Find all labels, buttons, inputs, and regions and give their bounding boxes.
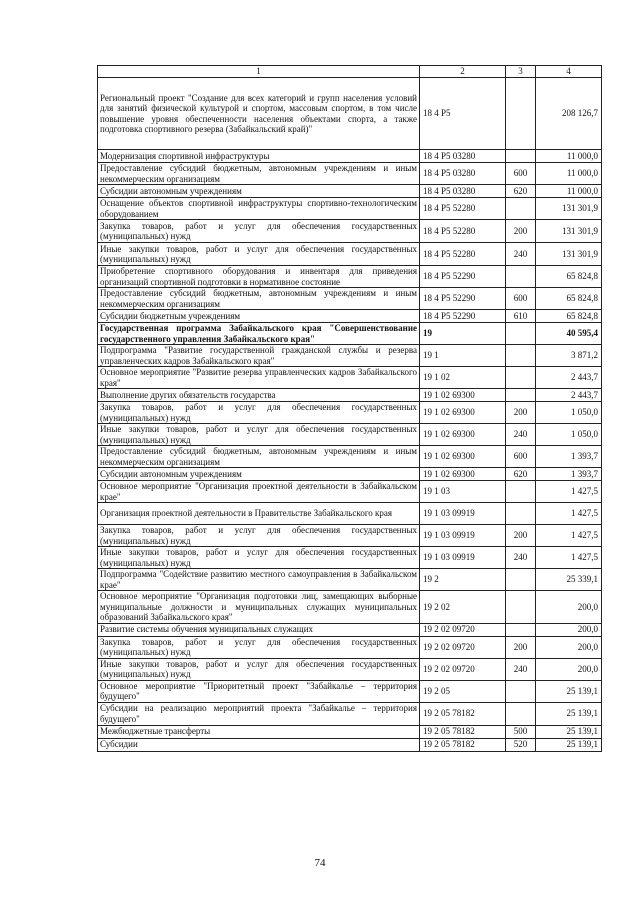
cell-name: Основное мероприятие "Развитие резерва управленческих кадров Забайкальского края"	[98, 367, 420, 389]
cell-expense-type	[506, 623, 536, 636]
cell-code: 18 4 P5 52290	[420, 310, 506, 323]
cell-name: Основное мероприятие "Приоритетный проект "Забайкалье – территория будущего"	[98, 680, 420, 702]
cell-expense-type: 620	[506, 185, 536, 198]
cell-name: Субсидии автономным учреждениям	[98, 468, 420, 481]
cell-expense-type: 520	[506, 738, 536, 751]
cell-expense-type	[506, 78, 536, 150]
table-row	[98, 547, 602, 569]
cell-name: Иные закупки товаров, работ и услуг для обеспечения государственных (муниципальных) нужд	[98, 424, 420, 446]
cell-expense-type: 200	[506, 636, 536, 658]
cell-name: Приобретение спортивного оборудования и инвентаря для приведения организаций спортивной подготовки в нормативное состояние	[98, 266, 420, 288]
cell-code: 18 4 P5 52280	[420, 198, 506, 220]
cell-sum: 25 139,1	[536, 725, 602, 738]
table-row	[98, 738, 602, 751]
cell-name: Государственная программа Забайкальского края "Совершенствование государственного управления Забайкальского края"	[98, 323, 420, 345]
cell-sum: 1 393,7	[536, 446, 602, 468]
cell-expense-type	[506, 198, 536, 220]
cell-expense-type: 500	[506, 725, 536, 738]
header-col-type: 3	[506, 66, 536, 78]
table-row	[98, 367, 602, 389]
cell-code: 19 2 05	[420, 680, 506, 702]
cell-code: 18 4 P5 52280	[420, 220, 506, 243]
table-row	[98, 323, 602, 345]
cell-expense-type: 620	[506, 468, 536, 481]
table-row	[98, 185, 602, 198]
cell-sum: 1 427,5	[536, 481, 602, 503]
cell-code: 19 2 02 09720	[420, 658, 506, 680]
cell-name: Субсидии бюджетным учреждениям	[98, 310, 420, 323]
cell-sum: 25 339,1	[536, 569, 602, 591]
cell-sum: 65 824,8	[536, 266, 602, 288]
cell-sum: 1 427,5	[536, 547, 602, 569]
cell-sum: 11 000,0	[536, 163, 602, 185]
table-row	[98, 636, 602, 658]
cell-expense-type	[506, 389, 536, 402]
table-row	[98, 468, 602, 481]
table-row	[98, 525, 602, 547]
table-row	[98, 623, 602, 636]
cell-code: 19 2 02	[420, 591, 506, 624]
table-row	[98, 569, 602, 591]
cell-expense-type: 610	[506, 310, 536, 323]
cell-sum: 1 427,5	[536, 525, 602, 547]
cell-name: Закупка товаров, работ и услуг для обеспечения государственных (муниципальных) нужд	[98, 402, 420, 424]
cell-name: Региональный проект "Создание для всех категорий и групп населения условий для занятий физической культурой и спортом, массовым спортом, в том числе повышение уровня обеспеченности населения объектами спорта, а также подготовка спортивного резерва (Забайкальский край)"	[98, 78, 420, 150]
cell-sum: 131 301,9	[536, 198, 602, 220]
cell-code: 19 2 02 09720	[420, 623, 506, 636]
table-row	[98, 503, 602, 525]
cell-name: Межбюджетные трансферты	[98, 725, 420, 738]
table-row	[98, 446, 602, 468]
cell-expense-type	[506, 569, 536, 591]
table-row	[98, 163, 602, 185]
cell-code: 19 1 03 09919	[420, 525, 506, 547]
cell-sum: 40 595,4	[536, 323, 602, 345]
cell-sum: 25 139,1	[536, 738, 602, 751]
cell-expense-type	[506, 266, 536, 288]
cell-sum: 1 393,7	[536, 468, 602, 481]
cell-name: Иные закупки товаров, работ и услуг для обеспечения государственных (муниципальных) нужд	[98, 547, 420, 569]
page-number: 74	[314, 857, 326, 869]
cell-sum: 200,0	[536, 591, 602, 624]
table-header-row	[98, 66, 602, 78]
budget-table	[97, 65, 602, 752]
cell-sum: 2 443,7	[536, 389, 602, 402]
cell-expense-type	[506, 323, 536, 345]
cell-name: Закупка товаров, работ и услуг для обеспечения государственных (муниципальных) нужд	[98, 525, 420, 547]
cell-sum: 131 301,9	[536, 243, 602, 266]
cell-expense-type: 240	[506, 658, 536, 680]
cell-sum: 3 871,2	[536, 345, 602, 367]
cell-sum: 1 427,5	[536, 503, 602, 525]
cell-expense-type	[506, 150, 536, 163]
table-row	[98, 345, 602, 367]
cell-name: Оснащение объектов спортивной инфраструктуры спортивно-технологическим оборудованием	[98, 198, 420, 220]
cell-name: Субсидии на реализацию мероприятий проекта "Забайкалье – территория будущего"	[98, 702, 420, 725]
cell-expense-type: 200	[506, 220, 536, 243]
table-row	[98, 150, 602, 163]
cell-sum: 25 139,1	[536, 680, 602, 702]
header-col-sum: 4	[536, 66, 602, 78]
cell-name: Подпрограмма "Содействие развитию местного самоуправления в Забайкальском крае"	[98, 569, 420, 591]
table-row	[98, 288, 602, 310]
cell-expense-type: 240	[506, 547, 536, 569]
cell-name: Подпрограмма "Развитие государственной гражданской службы и резерва управленческих кадров Забайкальского края"	[98, 345, 420, 367]
cell-name: Закупка товаров, работ и услуг для обеспечения государственных (муниципальных) нужд	[98, 220, 420, 243]
table-row	[98, 243, 602, 266]
table-row	[98, 389, 602, 402]
cell-name: Иные закупки товаров, работ и услуг для обеспечения государственных (муниципальных) нужд	[98, 658, 420, 680]
header-col-name: 1	[98, 66, 420, 78]
cell-expense-type	[506, 367, 536, 389]
cell-code: 18 4 P5 03280	[420, 163, 506, 185]
cell-sum: 11 000,0	[536, 150, 602, 163]
table-row	[98, 402, 602, 424]
cell-expense-type	[506, 680, 536, 702]
cell-expense-type	[506, 591, 536, 624]
cell-code: 19 2	[420, 569, 506, 591]
cell-expense-type: 200	[506, 402, 536, 424]
cell-code: 19 1 02	[420, 367, 506, 389]
cell-expense-type	[506, 503, 536, 525]
cell-expense-type	[506, 481, 536, 503]
cell-code: 19 1 02 69300	[420, 402, 506, 424]
cell-expense-type: 240	[506, 424, 536, 446]
cell-code: 19 1 02 69300	[420, 468, 506, 481]
cell-code: 18 4 P5 03280	[420, 150, 506, 163]
cell-name: Субсидии	[98, 738, 420, 751]
cell-code: 18 4 P5	[420, 78, 506, 150]
cell-expense-type: 200	[506, 525, 536, 547]
table-row	[98, 702, 602, 725]
table-row	[98, 481, 602, 503]
cell-code: 18 4 P5 52290	[420, 288, 506, 310]
cell-sum: 200,0	[536, 636, 602, 658]
cell-code: 19 2 05 78182	[420, 702, 506, 725]
header-col-code: 2	[420, 66, 506, 78]
cell-code: 18 4 P5 52290	[420, 266, 506, 288]
cell-sum: 11 000,0	[536, 185, 602, 198]
table-row	[98, 658, 602, 680]
cell-code: 19 1 02 69300	[420, 446, 506, 468]
cell-sum: 131 301,9	[536, 220, 602, 243]
cell-expense-type: 600	[506, 446, 536, 468]
cell-expense-type	[506, 702, 536, 725]
table-row	[98, 424, 602, 446]
cell-name: Развитие системы обучения муниципальных служащих	[98, 623, 420, 636]
cell-sum: 1 050,0	[536, 424, 602, 446]
cell-code: 19 2 02 09720	[420, 636, 506, 658]
cell-sum: 65 824,8	[536, 310, 602, 323]
cell-code: 19 1 03	[420, 481, 506, 503]
cell-expense-type: 240	[506, 243, 536, 266]
cell-code: 19 1 02 69300	[420, 424, 506, 446]
table-row	[98, 78, 602, 150]
cell-sum: 1 050,0	[536, 402, 602, 424]
cell-code: 19 1 03 09919	[420, 503, 506, 525]
cell-name: Предоставление субсидий бюджетным, автономным учреждениям и иным некоммерческим организациям	[98, 288, 420, 310]
cell-code: 19 1	[420, 345, 506, 367]
cell-code: 19	[420, 323, 506, 345]
table-row	[98, 591, 602, 624]
cell-sum: 200,0	[536, 658, 602, 680]
cell-sum: 65 824,8	[536, 288, 602, 310]
cell-name: Закупка товаров, работ и услуг для обеспечения государственных (муниципальных) нужд	[98, 636, 420, 658]
table-row	[98, 198, 602, 220]
cell-name: Основное мероприятие "Организация подготовки лиц, замещающих выборные муниципальные должности и муниципальных служащих муниципальных образований Забайкальского края"	[98, 591, 420, 624]
cell-name: Иные закупки товаров, работ и услуг для обеспечения государственных (муниципальных) нужд	[98, 243, 420, 266]
budget-table-sheet	[97, 65, 601, 752]
cell-expense-type: 600	[506, 163, 536, 185]
cell-name: Основное мероприятие "Организация проектной деятельности в Забайкальском крае"	[98, 481, 420, 503]
cell-name: Организация проектной деятельности в Правительстве Забайкальского края	[98, 503, 420, 525]
cell-sum: 2 443,7	[536, 367, 602, 389]
cell-name: Предоставление субсидий бюджетным, автономным учреждениям и иным некоммерческим организациям	[98, 446, 420, 468]
table-row	[98, 310, 602, 323]
cell-code: 19 2 05 78182	[420, 725, 506, 738]
cell-expense-type	[506, 345, 536, 367]
table-row	[98, 680, 602, 702]
cell-sum: 208 126,7	[536, 78, 602, 150]
cell-code: 19 2 05 78182	[420, 738, 506, 751]
cell-sum: 25 139,1	[536, 702, 602, 725]
table-row	[98, 220, 602, 243]
cell-code: 18 4 P5 03280	[420, 185, 506, 198]
table-row	[98, 266, 602, 288]
cell-code: 19 1 03 09919	[420, 547, 506, 569]
cell-code: 19 1 02 69300	[420, 389, 506, 402]
cell-code: 18 4 P5 52280	[420, 243, 506, 266]
cell-name: Предоставление субсидий бюджетным, автономным учреждениям и иным некоммерческим организациям	[98, 163, 420, 185]
cell-sum: 200,0	[536, 623, 602, 636]
cell-name: Выполнение других обязательств государства	[98, 389, 420, 402]
cell-name: Модернизация спортивной инфраструктуры	[98, 150, 420, 163]
cell-name: Субсидии автономным учреждениям	[98, 185, 420, 198]
table-row	[98, 725, 602, 738]
cell-expense-type: 600	[506, 288, 536, 310]
